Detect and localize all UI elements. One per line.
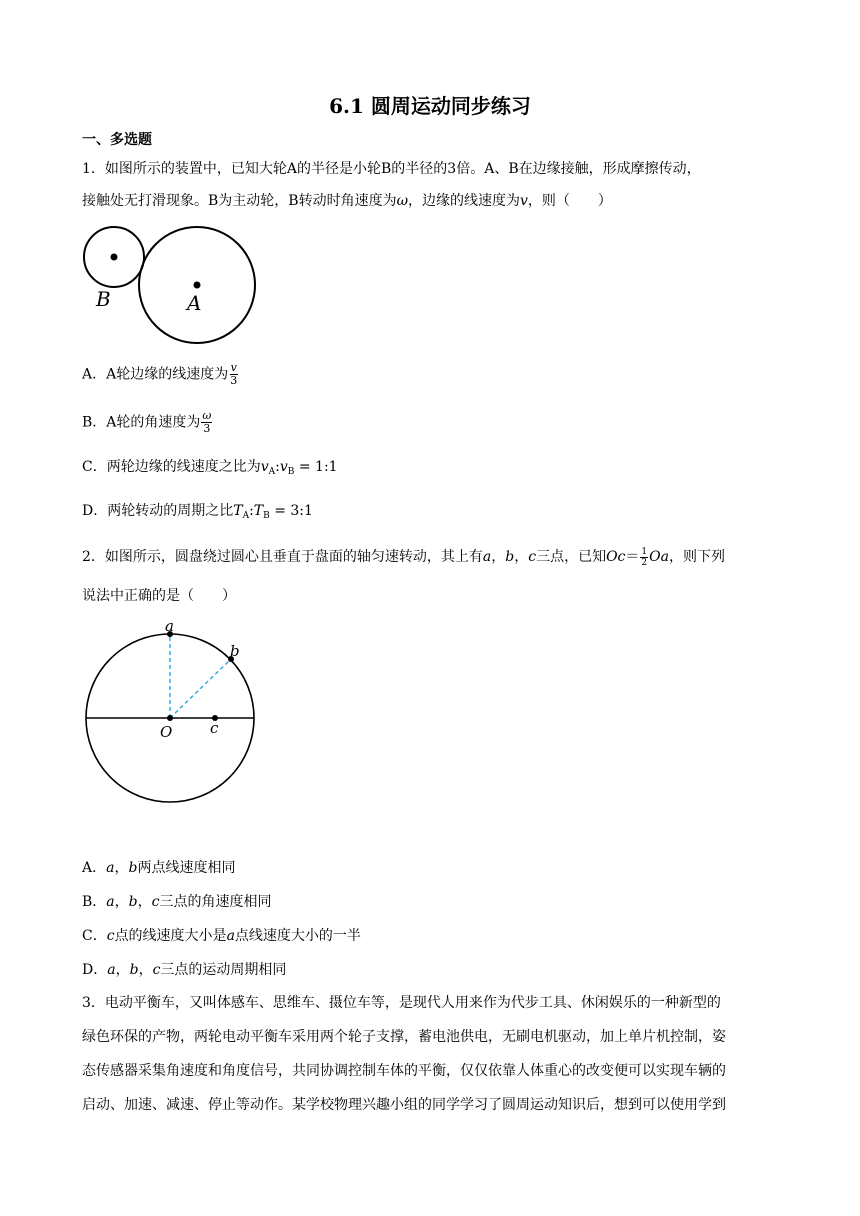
wheel-b-center <box>111 254 118 261</box>
colon: : <box>275 459 280 475</box>
label-a: A <box>187 291 202 315</box>
q1-option-b[interactable] <box>82 410 213 435</box>
math-v: v <box>260 459 269 475</box>
option-d-text: D．两轮转动的周期之比 <box>82 503 234 519</box>
section-heading: 一、多选题 <box>82 132 152 148</box>
subscript: B <box>287 467 295 477</box>
option-a-text: A．A轮边缘的线速度为 <box>82 366 229 383</box>
q3-stem-line2: 绿色环保的产物，两轮电动平衡车采用两个轮子支撑，蓄电池供电，无刷电机驱动，加上单片机控制，姿 <box>82 1029 726 1045</box>
option-label: B． <box>82 894 107 910</box>
q1-stem-text: 接触处无打滑现象。B为主动轮，B转动时角速度为 <box>82 193 397 209</box>
radius-ob <box>170 659 231 718</box>
q2-stem-line1 <box>82 546 725 568</box>
q1-option-a[interactable] <box>82 362 239 387</box>
point-a: a <box>482 549 492 565</box>
q1-stem-text-mid: ，边缘的线速度为 <box>408 193 520 209</box>
subscript: B <box>263 511 270 521</box>
wheel-a-center <box>194 282 201 289</box>
option-label: C． <box>82 928 107 944</box>
frac-num: ω <box>202 409 212 422</box>
option-b-text: 三点的角速度相同 <box>159 894 272 910</box>
q2-option-d[interactable] <box>82 959 286 979</box>
q1-stem-text-end: ，则（ ） <box>527 193 612 209</box>
point-b: b <box>128 894 138 910</box>
omega-symbol: ω <box>396 193 408 209</box>
fraction-v-over-3 <box>229 362 238 387</box>
option-c-text-end: 点线速度大小的一半 <box>234 928 361 944</box>
label-a: a <box>165 617 174 635</box>
point-c: c <box>151 894 160 910</box>
point-b: b <box>505 549 515 565</box>
frac-num: v <box>230 361 237 374</box>
frac-den: 3 <box>230 374 238 387</box>
q2-option-b[interactable] <box>82 891 271 911</box>
option-c-text: C．两轮边缘的线速度之比为 <box>82 459 261 475</box>
sep: ， <box>514 549 529 565</box>
q2-disc-figure <box>80 616 270 812</box>
segment-oa: Oa <box>649 549 669 565</box>
option-c-text: 点的线速度大小是 <box>114 928 227 944</box>
point-c: c <box>106 928 115 944</box>
sep: ， <box>115 962 130 978</box>
q2-stem-end: ，则下列 <box>668 549 725 565</box>
v-symbol: v <box>520 193 528 209</box>
frac-den: 2 <box>641 557 648 568</box>
q1-stem-line2 <box>82 190 612 210</box>
option-a-text: 两点线速度相同 <box>137 860 236 876</box>
point-c: c <box>152 962 161 978</box>
q3-stem-line4: 启动、加速、减速、停止等动作。某学校物理兴趣小组的同学学习了圆周运动知识后，想到可以使用学到 <box>82 1097 726 1113</box>
point-a: a <box>106 894 115 910</box>
point-b: b <box>129 962 139 978</box>
segment-oc: Oc <box>606 549 626 565</box>
frac-num: 1 <box>641 546 648 557</box>
q1-option-c[interactable] <box>82 456 338 477</box>
page-title: 6.1 圆周运动同步练习 <box>329 94 531 118</box>
ratio-value: = 3:1 <box>269 503 313 519</box>
sep: ， <box>491 549 506 565</box>
label-b: B <box>96 287 111 311</box>
option-label: A． <box>82 860 107 876</box>
ratio-value: = 1:1 <box>294 459 338 475</box>
subscript: A <box>268 467 276 477</box>
option-d-text: 三点的运动周期相同 <box>160 962 287 978</box>
q2-stem-text: 2．如图所示，圆盘绕过圆心且垂直于盘面的轴匀速转动，其上有 <box>82 549 483 565</box>
sep: ， <box>114 860 129 876</box>
option-b-text: B．A轮的角速度为 <box>82 414 201 431</box>
q1-stem-line1: 1．如图所示的装置中，已知大轮A的半径是小轮B的半径的3倍。A、B在边缘接触，形成摩擦传动， <box>82 161 701 177</box>
q3-stem-line1: 3．电动平衡车，又叫体感车、思维车、摄位车等，是现代人用来作为代步工具、休闲娱乐的一种新型的 <box>82 995 721 1011</box>
sep: ， <box>138 962 153 978</box>
subscript: A <box>242 511 250 521</box>
q1-option-d[interactable] <box>82 500 313 521</box>
label-o: O <box>160 723 173 741</box>
math-t: T <box>253 503 264 519</box>
q3-stem-line3: 态传感器采集角速度和角度信号，共同协调控制车体的平衡，仅仅依靠人体重心的改变便可以实现车辆的 <box>82 1063 726 1079</box>
q2-option-c[interactable] <box>82 925 361 945</box>
colon: : <box>249 503 254 519</box>
point-o-dot <box>167 715 173 721</box>
label-b: b <box>230 642 240 660</box>
option-label: D． <box>82 962 108 978</box>
fraction-half <box>640 547 648 568</box>
point-a: a <box>107 962 116 978</box>
point-c: c <box>528 549 537 565</box>
point-a: a <box>106 860 115 876</box>
q2-stem-mid: 三点，已知 <box>536 549 607 565</box>
frac-den: 3 <box>203 422 211 435</box>
math-t: T <box>233 503 243 519</box>
equals: ＝ <box>625 549 640 565</box>
fraction-omega-over-3 <box>201 410 212 435</box>
point-b: b <box>128 860 138 876</box>
q2-option-a[interactable] <box>82 857 235 877</box>
sep: ， <box>114 894 129 910</box>
q1-wheels-figure <box>80 224 270 346</box>
math-v: v <box>279 459 288 475</box>
label-c: c <box>210 719 219 737</box>
q2-stem-line2: 说法中正确的是（ ） <box>82 588 236 604</box>
point-a: a <box>226 928 235 944</box>
sep: ， <box>137 894 152 910</box>
